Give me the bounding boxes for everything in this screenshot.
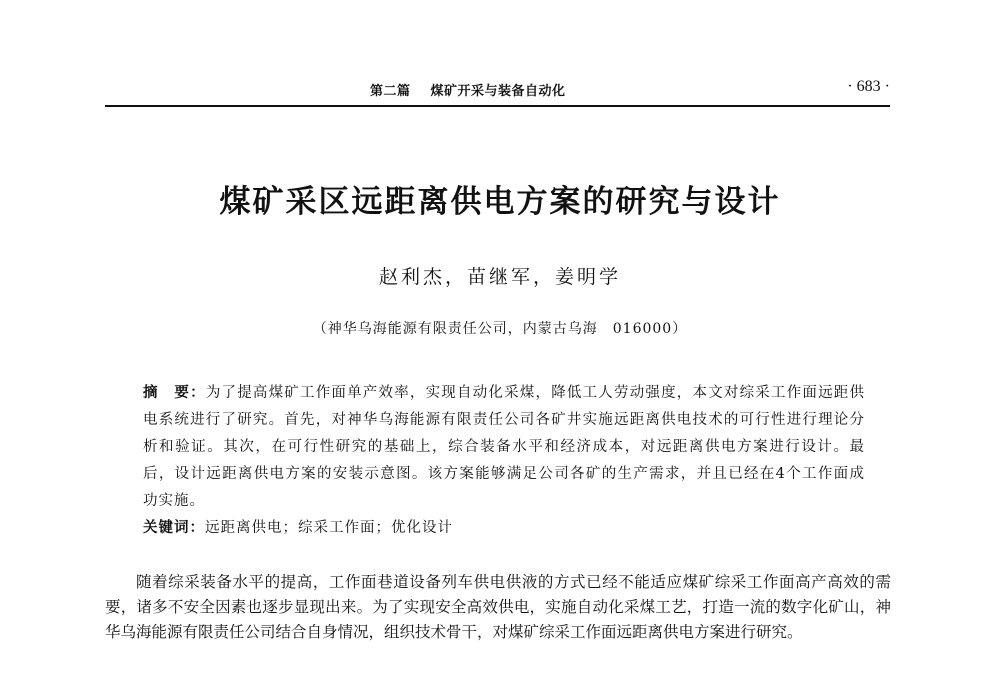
running-header bbox=[105, 78, 890, 104]
header-rule bbox=[105, 105, 890, 107]
paper-affiliation: （神华乌海能源有限责任公司，内蒙古乌海 016000） bbox=[312, 321, 688, 337]
keywords bbox=[143, 515, 865, 542]
header-section: 煤矿开采与装备自动化 bbox=[430, 84, 566, 99]
paper-authors: 赵利杰，苗继军，姜明学 bbox=[378, 266, 621, 288]
keywords-label: 关键词： bbox=[143, 520, 205, 536]
body-paragraph: 随着综采装备水平的提高，工作面巷道设备列车供电供液的方式已经不能适应煤矿综采工作面高产高效的需要，诸多不安全因素也逐步显现出来。为了实现安全高效供电，实施自动化采煤工艺，打造一流的数字化矿山，神华乌海能源有限责任公司结合自身情况，组织技术骨干，对煤矿综采工作面远距离供电方案进行研究。 bbox=[105, 573, 891, 641]
running-title bbox=[370, 80, 566, 99]
abstract bbox=[143, 380, 865, 515]
keywords-text: 远距离供电；综采工作面；优化设计 bbox=[205, 520, 453, 536]
paper-title: 煤矿采区远距离供电方案的研究与设计 bbox=[219, 184, 781, 220]
page-number: · 683 · bbox=[847, 78, 890, 95]
header-part: 第二篇 bbox=[370, 84, 411, 99]
abstract-text: 为了提高煤矿工作面单产效率，实现自动化采煤，降低工人劳动强度，本文对综采工作面远距供电系统进行了研究。首先，对神华乌海能源有限责任公司各矿井实施远距离供电技术的可行性进行理论分析和验证。其次，在可行性研究的基础上，综合装备水平和经济成本，对远距离供电方案进行设计。最后，设计远距离供电方案的安装示意图。该方案能够满足公司各矿的生产需求，并且已经在4个工作面成功实施。 bbox=[143, 385, 866, 509]
abstract-label: 摘 要： bbox=[143, 385, 206, 401]
